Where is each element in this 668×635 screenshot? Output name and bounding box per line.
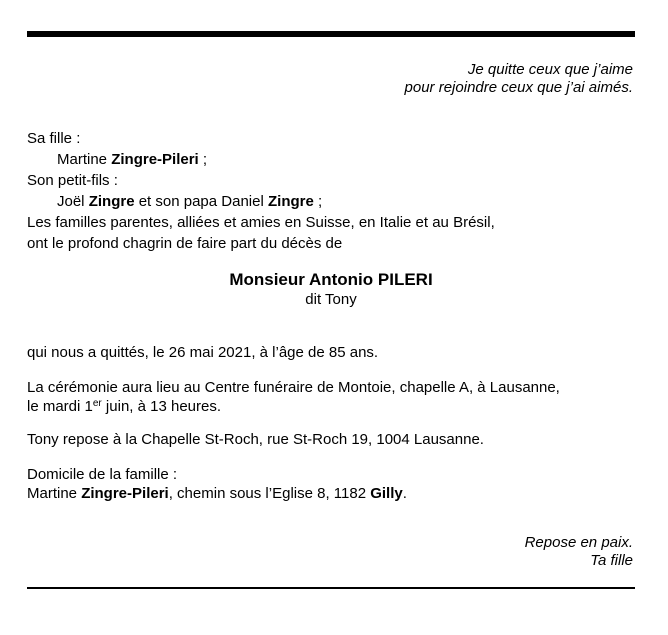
epigraph-line-1: Je quitte ceux que j’aime [467,61,633,78]
deceased-name: Monsieur Antonio PILERI [229,270,433,289]
daughter-end: ; [198,151,208,168]
domicile-first-name: Martine [27,485,82,502]
domicile-paragraph [27,465,635,503]
death-line: qui nous a quittés, le 26 mai 2021, à l’âge de 85 ans. [27,344,379,361]
domicile-town: Gilly [370,485,403,502]
domicile-last-name: Zingre-Pileri [81,485,169,502]
domicile-end: . [402,485,407,502]
grandson-mid: et son papa Daniel [134,193,268,210]
ceremony-line-1: La cérémonie aura lieu au Centre funéraire de Montoie, chapelle A, à Lausanne, [27,379,560,396]
top-rule [27,31,635,37]
families-line: Les familles parentes, alliées et amies en Suisse, en Italie et au Brésil, [27,214,495,231]
ceremony-paragraph [27,378,635,416]
grandson-line [27,191,635,212]
deceased-block [27,270,635,310]
ceremony-date-sup: er [92,398,102,409]
closing-line-2: Ta fille [590,552,633,569]
announcement-block [27,128,635,254]
ceremony-date-pre: le mardi 1 [27,398,93,415]
daughter-line [27,149,635,170]
epigraph-line-2: pour rejoindre ceux que j’ai aimés. [404,79,633,96]
grandson-label: Son petit-fils : [27,172,118,189]
grandson-end: ; [313,193,323,210]
domicile-address: , chemin sous l’Eglise 8, 1182 [168,485,371,502]
deceased-nickname: dit Tony [305,291,357,308]
grandson-father-last-name: Zingre [267,193,314,210]
ceremony-date-post: juin, à 13 heures. [101,398,222,415]
ceremony-line-2 [27,397,635,416]
grandson-last-name: Zingre [88,193,135,210]
closing-line-1: Repose en paix. [524,534,633,551]
grandson-first-name: Joël [57,193,85,210]
domicile-line [27,484,635,503]
death-paragraph [27,343,635,362]
sorrow-line: ont le profond chagrin de faire part du décès de [27,235,343,252]
daughter-first-name: Martine [57,151,108,168]
bottom-rule [27,587,635,589]
rest-paragraph [27,430,635,449]
domicile-label: Domicile de la famille : [27,466,178,483]
rest-line: Tony repose à la Chapelle St-Roch, rue St-Roch 19, 1004 Lausanne. [27,431,484,448]
daughter-label: Sa fille : [27,130,81,147]
daughter-last-name: Zingre-Pileri [111,151,199,168]
epigraph [405,61,633,97]
closing-block [525,534,633,570]
